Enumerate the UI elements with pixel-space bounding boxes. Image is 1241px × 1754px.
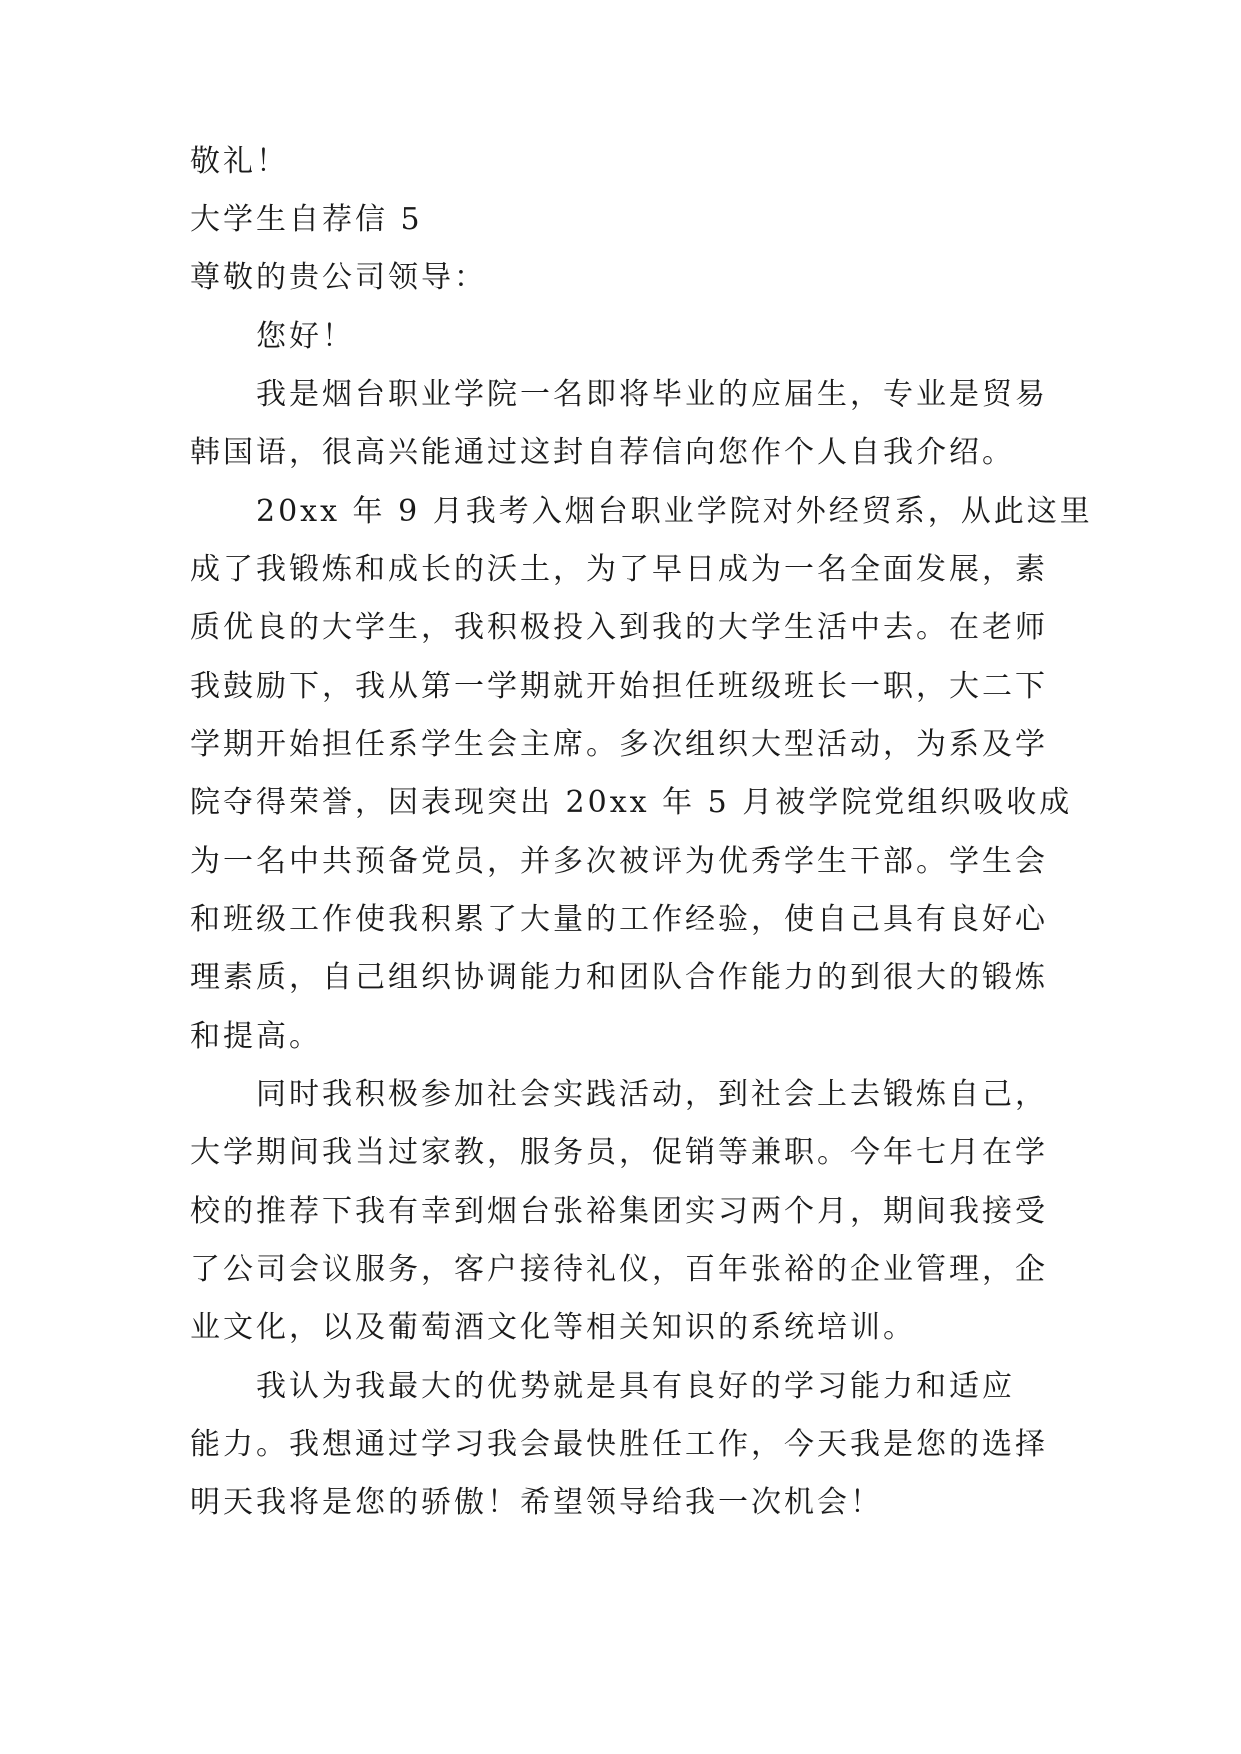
body-line: 和提高。 <box>190 1019 322 1054</box>
body-line: 我认为我最大的优势就是具有良好的学习能力和适应 <box>256 1369 1015 1404</box>
body-line: 质优良的大学生，我积极投入到我的大学生活中去。在老师 <box>190 610 1048 645</box>
greeting-line: 您好！ <box>256 319 355 354</box>
body-line: 了公司会议服务，客户接待礼仪，百年张裕的企业管理，企 <box>190 1252 1048 1287</box>
body-line: 明天我将是您的骄傲！希望领导给我一次机会！ <box>190 1485 883 1520</box>
body-line: 同时我积极参加社会实践活动，到社会上去锻炼自己， <box>256 1077 1048 1112</box>
body-line: 我鼓励下，我从第一学期就开始担任班级班长一职，大二下 <box>190 669 1048 704</box>
body-line: 业文化，以及葡萄酒文化等相关知识的系统培训。 <box>190 1310 916 1345</box>
body-line: 我是烟台职业学院一名即将毕业的应届生，专业是贸易 <box>256 377 1048 412</box>
body-line: 20xx 年 9 月我考入烟台职业学院对外经贸系，从此这里 <box>256 494 1093 529</box>
body-line: 能力。我想通过学习我会最快胜任工作，今天我是您的选择 <box>190 1427 1048 1462</box>
body-line: 校的推荐下我有幸到烟台张裕集团实习两个月，期间我接受 <box>190 1194 1048 1229</box>
salutation-line: 尊敬的贵公司领导： <box>190 260 487 295</box>
body-line: 理素质，自己组织协调能力和团队合作能力的到很大的锻炼 <box>190 960 1048 995</box>
body-line: 学期开始担任系学生会主席。多次组织大型活动，为系及学 <box>190 727 1048 762</box>
body-line: 和班级工作使我积累了大量的工作经验，使自己具有良好心 <box>190 902 1048 937</box>
letter-heading: 大学生自荐信 5 <box>190 202 423 237</box>
body-line: 为一名中共预备党员，并多次被评为优秀学生干部。学生会 <box>190 844 1048 879</box>
body-line: 院夺得荣誉，因表现突出 20xx 年 5 月被学院党组织吸收成 <box>190 785 1073 820</box>
body-line: 成了我锻炼和成长的沃土，为了早日成为一名全面发展，素 <box>190 552 1048 587</box>
body-line: 大学期间我当过家教，服务员，促销等兼职。今年七月在学 <box>190 1135 1048 1170</box>
body-line: 韩国语，很高兴能通过这封自荐信向您作个人自我介绍。 <box>190 435 1015 470</box>
closing-line: 敬礼！ <box>190 144 289 179</box>
